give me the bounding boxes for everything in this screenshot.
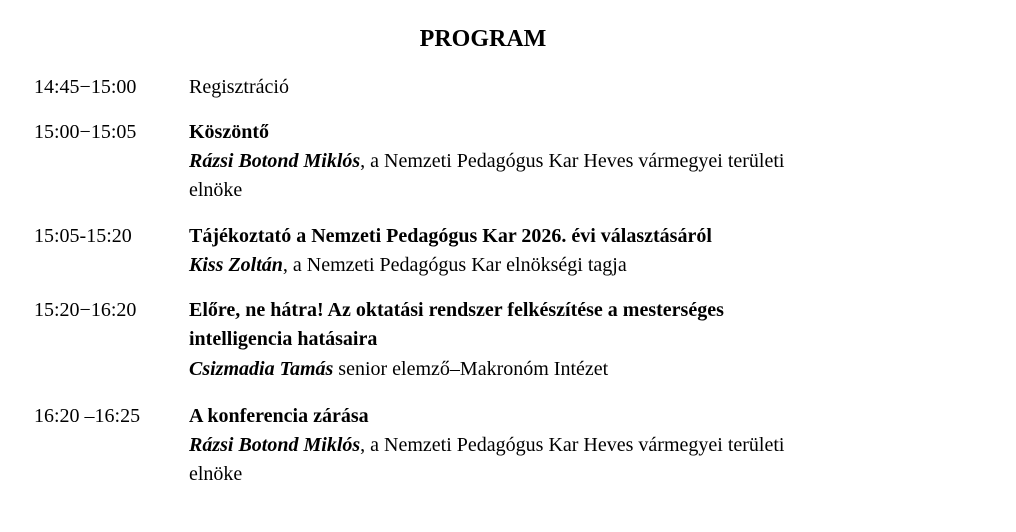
page-title: PROGRAM bbox=[419, 26, 547, 52]
entry-content bbox=[189, 118, 909, 205]
entry-heading: Előre, ne hátra! Az oktatási rendszer felkészítése a mesterséges bbox=[189, 299, 724, 321]
entry-time: 14:45−15:00 bbox=[34, 76, 137, 98]
speaker-role: , a Nemzeti Pedagógus Kar elnökségi tagja bbox=[282, 254, 627, 276]
entry-time: 15:05-15:20 bbox=[34, 225, 132, 247]
speaker-name: Rázsi Botond Miklós bbox=[189, 150, 361, 172]
entry-time: 15:20−16:20 bbox=[34, 299, 137, 321]
entry-content bbox=[189, 402, 909, 489]
speaker-name: Rázsi Botond Miklós bbox=[189, 434, 361, 456]
speaker-role-continued: elnöke bbox=[189, 179, 243, 201]
speaker-role: , a Nemzeti Pedagógus Kar Heves vármegyei területi bbox=[360, 150, 785, 172]
entry-content bbox=[189, 296, 909, 384]
entry-heading: Regisztráció bbox=[189, 76, 289, 98]
entry-time: 15:00−15:05 bbox=[34, 121, 137, 143]
speaker-role-continued: elnöke bbox=[189, 463, 243, 485]
speaker-role: , a Nemzeti Pedagógus Kar Heves vármegyei területi bbox=[360, 434, 785, 456]
entry-time: 16:20 –16:25 bbox=[34, 405, 141, 427]
speaker-name: Csizmadia Tamás bbox=[189, 358, 334, 380]
entry-content bbox=[189, 73, 909, 102]
speaker-role: senior elemző–Makronóm Intézet bbox=[333, 358, 609, 380]
entry-heading-continued: intelligencia hatásaira bbox=[189, 328, 378, 350]
entry-content bbox=[189, 222, 909, 280]
entry-heading: Köszöntő bbox=[189, 121, 269, 143]
entry-heading: A konferencia zárása bbox=[189, 405, 369, 427]
entry-heading: Tájékoztató a Nemzeti Pedagógus Kar 2026. évi választásáról bbox=[189, 225, 712, 247]
speaker-name: Kiss Zoltán bbox=[189, 254, 283, 276]
